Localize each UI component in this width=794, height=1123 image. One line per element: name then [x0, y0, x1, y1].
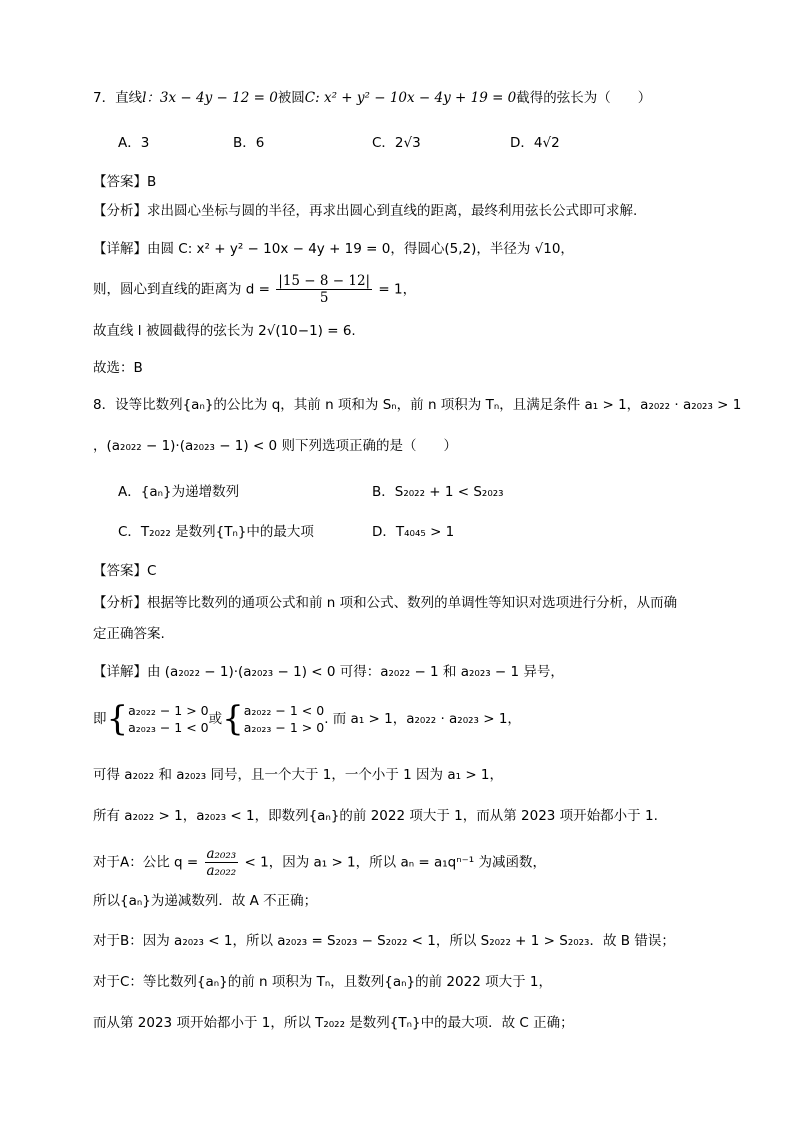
q7-text-mid: 被圆 — [277, 90, 305, 106]
detail-tag: 【详解】 — [93, 664, 147, 680]
detail-text: . 而 a₁ > 1，a₂₀₂₂ · a₂₀₂₃ > 1， — [324, 711, 521, 727]
q8-option-d: D．T₄₀₄₅ > 1 — [372, 524, 455, 540]
system-row: a₂₀₂₂ − 1 > 0 — [128, 703, 209, 718]
q8-detail-8: 对于C：等比数列{aₙ}的前 n 项积为 Tₙ，且数列{aₙ}的前 2022 项大于 1， — [93, 974, 552, 990]
distance-fraction — [276, 273, 372, 306]
system-row: a₂₀₂₃ − 1 < 0 — [128, 720, 209, 735]
system-row: a₂₀₂₃ − 1 > 0 — [243, 720, 325, 735]
left-brace: { — [222, 699, 244, 739]
q8-option-c: C．T₂₀₂₂ 是数列{Tₙ}中的最大项 — [118, 524, 314, 540]
analysis-tag: 【分析】 — [93, 595, 147, 611]
detail-text: = 1， — [378, 281, 417, 298]
q8-detail-5 — [93, 846, 546, 879]
answer-tag: 【答案】 — [93, 174, 147, 190]
fraction-numerator: |15 − 8 − 12| — [278, 273, 371, 289]
q7-analysis — [93, 201, 637, 221]
q8-detail-2 — [93, 699, 521, 739]
detail-text: 由圆 C: x² + y² − 10x − 4y + 19 = 0，得圆心(5,2)，半径为 √10， — [147, 241, 574, 257]
q7-detail-3: 故直线 l 被圆截得的弦长为 2√(10−1) = 6. — [93, 323, 356, 339]
q7-stem — [93, 88, 651, 108]
q7-text-tail: 截得的弦长为（ ） — [516, 90, 652, 106]
fraction-denominator: 5 — [319, 290, 329, 306]
q7-option-a: A．3 — [118, 135, 150, 151]
q8-option-a: A．{aₙ}为递增数列 — [118, 484, 240, 500]
detail-text: 或 — [208, 711, 223, 727]
q8-analysis-1 — [93, 593, 677, 613]
fraction-denominator: a₂₀₂₂ — [206, 863, 237, 879]
q7-line-name: l — [142, 90, 147, 106]
answer-value: C — [147, 563, 157, 579]
answer-tag: 【答案】 — [93, 563, 147, 579]
q7-circle-equation: C: x² + y² − 10x − 4y + 19 = 0 — [304, 90, 517, 106]
q7-option-c: C．2√3 — [372, 135, 421, 151]
q8-answer — [93, 561, 156, 581]
answer-value: B — [147, 174, 157, 190]
q8-stem-1: 8．设等比数列{aₙ}的公比为 q，其前 n 项和为 Sₙ，前 n 项积为 Tₙ，且满足条件 a₁ > 1，a₂₀₂₂ · a₂₀₂₃ > 1 — [93, 397, 742, 413]
analysis-text: 求出圆心坐标与圆的半径，再求出圆心到直线的距离，最终利用弦长公式即可求解. — [147, 203, 638, 219]
detail-text: 即 — [93, 711, 107, 727]
q8-detail-7: 对于B：因为 a₂₀₂₃ < 1，所以 a₂₀₂₃ = S₂₀₂₃ − S₂₀₂₂ < 1，所以 S₂₀₂₂ + 1 > S₂₀₂₃．故 B 错误； — [93, 933, 675, 949]
system-row: a₂₀₂₂ − 1 < 0 — [243, 703, 325, 718]
q8-detail-6: 所以{aₙ}为递减数列．故 A 不正确； — [93, 893, 318, 909]
q8-analysis-2: 定正确答案. — [93, 626, 165, 642]
q8-detail-9: 而从第 2023 项开始都小于 1，所以 T₂₀₂₂ 是数列{Tₙ}中的最大项．故 C 正确； — [93, 1015, 574, 1031]
inequality-system-2 — [244, 702, 324, 736]
detail-tag: 【详解】 — [93, 241, 147, 257]
detail-text: < 1，因为 a₁ > 1，所以 aₙ = a₁qⁿ⁻¹ 为减函数， — [244, 854, 546, 871]
ratio-fraction — [205, 846, 239, 879]
left-brace: { — [106, 699, 129, 739]
q8-detail-1 — [93, 662, 564, 682]
q7-option-d: D．4√2 — [510, 135, 560, 151]
q8-option-b: B．S₂₀₂₂ + 1 < S₂₀₂₃ — [372, 484, 504, 500]
q8-detail-3: 可得 a₂₀₂₂ 和 a₂₀₂₃ 同号，且一个大于 1，一个小于 1 因为 a₁ > 1， — [93, 767, 504, 783]
fraction-numerator: a₂₀₂₃ — [206, 846, 237, 862]
q7-number: 7．直线 — [93, 90, 143, 106]
q8-stem-2: ，(a₂₀₂₂ − 1)·(a₂₀₂₃ − 1) < 0 则下列选项正确的是（ ） — [93, 438, 457, 454]
inequality-system-1 — [128, 702, 208, 736]
detail-text: 对于A：公比 q = — [93, 854, 199, 871]
q7-choose: 故选：B — [93, 360, 143, 376]
analysis-tag: 【分析】 — [93, 203, 147, 219]
analysis-text: 根据等比数列的通项公式和前 n 项和公式、数列的单调性等知识对选项进行分析，从而确 — [147, 595, 678, 611]
q7-line-equation: ：3x − 4y − 12 = 0 — [146, 90, 278, 106]
q7-detail-2 — [93, 273, 416, 306]
detail-text: 由 (a₂₀₂₂ − 1)·(a₂₀₂₃ − 1) < 0 可得：a₂₀₂₂ − 1 和 a₂₀₂₃ − 1 异号， — [147, 664, 564, 680]
q7-answer — [93, 172, 156, 192]
q8-detail-4: 所有 a₂₀₂₂ > 1，a₂₀₂₃ < 1，即数列{aₙ}的前 2022 项大于 1，而从第 2023 项开始都小于 1. — [93, 808, 658, 824]
q7-option-b: B．6 — [233, 135, 265, 151]
detail-text: 则，圆心到直线的距离为 d = — [93, 281, 270, 298]
q7-detail-1 — [93, 239, 574, 259]
